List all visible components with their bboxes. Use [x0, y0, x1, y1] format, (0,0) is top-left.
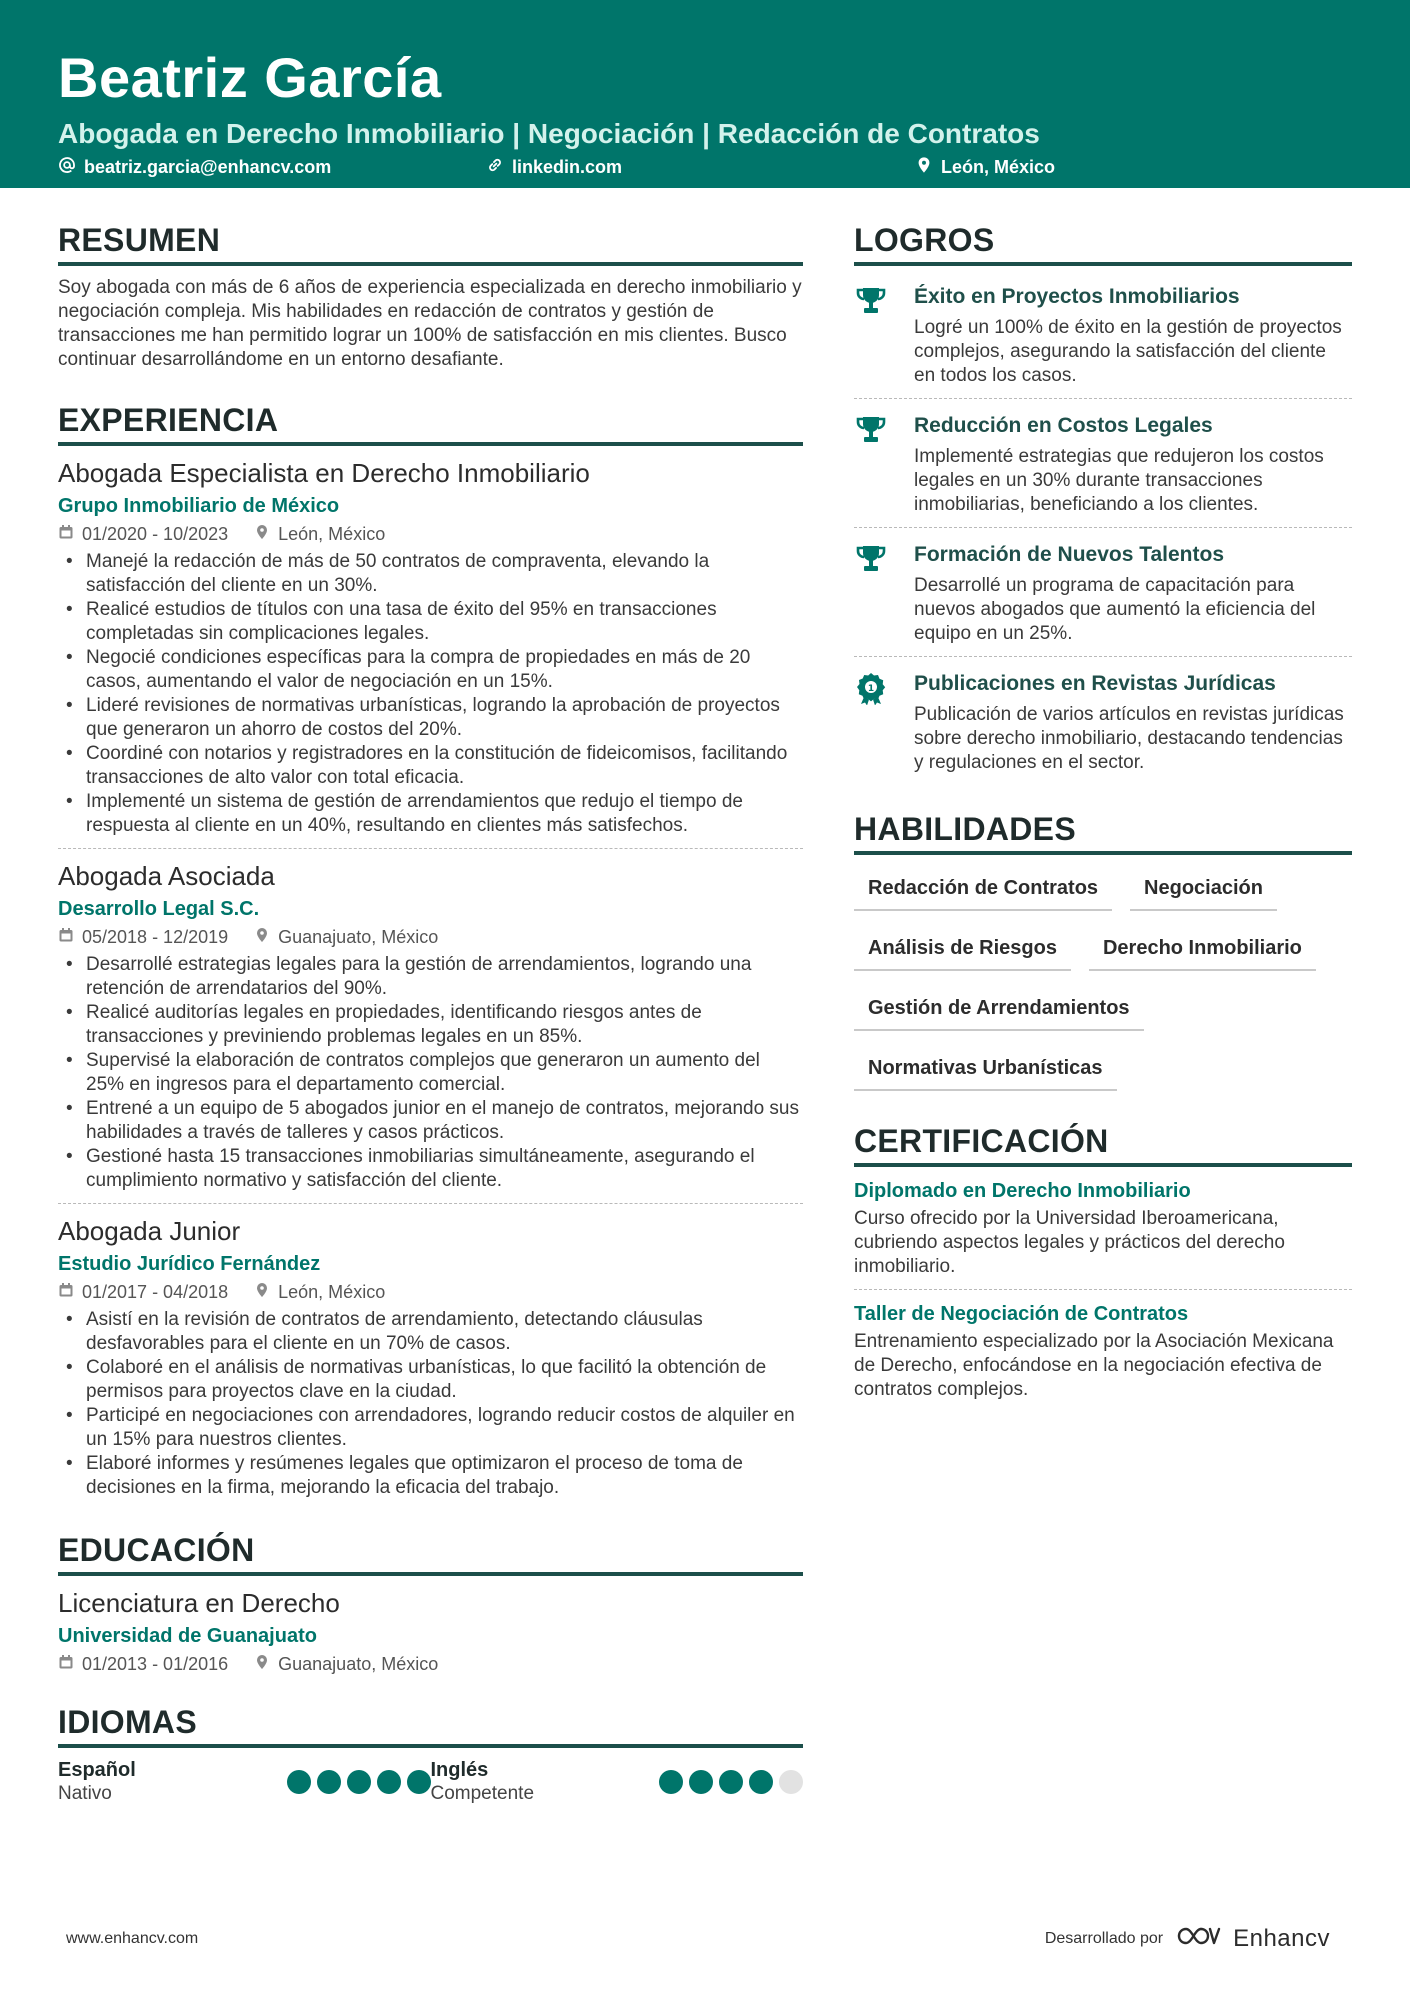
job-dates: 01/2020 - 10/2023 — [82, 524, 229, 544]
summary-heading: RESUMEN — [58, 218, 803, 266]
job-bullets — [58, 550, 803, 838]
job-bullet: • Asistí en la revisión de contratos de arrendamiento, detectando cláusulas desfavorables para el cliente en un 70% de casos. — [58, 1308, 803, 1356]
skill-tag: Derecho Inmobiliario — [1089, 925, 1316, 971]
achievement-desc: Desarrollé un programa de capacitación para nuevos abogados que aumentó la eficiencia del equipo en un 25%. — [914, 575, 1316, 644]
job-meta — [58, 522, 803, 546]
job-location: Guanajuato, México — [278, 927, 439, 947]
job-bullet: • Negocié condiciones específicas para la compra de propiedades en más de 20 casos, aumentando el valor de negociación en un 15%. — [58, 646, 803, 694]
trophy-icon — [854, 305, 888, 322]
rating-dot-empty — [779, 1770, 803, 1794]
achievements-heading: LOGROS — [854, 218, 1352, 266]
language-item — [58, 1758, 431, 1806]
job-dates: 01/2017 - 04/2018 — [82, 1282, 229, 1302]
achievement-title: Publicaciones en Revistas Jurídicas — [914, 672, 1276, 695]
achievement-desc: Logré un 100% de éxito en la gestión de proyectos complejos, asegurando la satisfacción del cliente en todos los casos. — [914, 317, 1342, 386]
certifications-heading: CERTIFICACIÓN — [854, 1119, 1352, 1167]
linkedin-text: linkedin.com — [512, 157, 623, 177]
job-bullet: • Coordiné con notarios y registradores en la constitución de fideicomisos, facilitando transacciones de alto valor con total eficacia. — [58, 742, 803, 790]
job-bullet: • Colaboré en el análisis de normativas urbanísticas, lo que facilitó la obtención de permisos para proyectos clave en la ciudad. — [58, 1356, 803, 1404]
skills-list — [854, 865, 1352, 1105]
job-meta — [58, 1280, 803, 1304]
job-bullet: • Entrené a un equipo de 5 abogados junior en el manejo de contratos, mejorando sus habilidades a través de talleres y casos prácticos. — [58, 1097, 803, 1145]
job-entry — [58, 456, 803, 849]
job-entry — [58, 859, 803, 1204]
achievement-title: Formación de Nuevos Talentos — [914, 543, 1225, 566]
rating-dot-filled — [377, 1770, 401, 1794]
achievement-item — [854, 276, 1352, 399]
svg-text:1: 1 — [867, 684, 875, 694]
contact-bar — [58, 156, 1352, 186]
location-pin-icon — [254, 522, 270, 546]
achievement-title: Éxito en Proyectos Inmobiliarios — [914, 285, 1240, 308]
candidate-name: Beatriz García — [58, 46, 442, 109]
job-role: Abogada Asociada — [58, 861, 275, 891]
rating-dot-filled — [317, 1770, 341, 1794]
language-item — [431, 1758, 804, 1806]
job-bullet: • Desarrollé estrategias legales para la gestión de arrendamientos, logrando una retención de arrendatarios del 90%. — [58, 953, 803, 1001]
rating-dot-filled — [689, 1770, 713, 1794]
rating-dot-filled — [407, 1770, 431, 1794]
certification-title: Diplomado en Derecho Inmobiliario — [854, 1180, 1191, 1202]
skill-tag: Negociación — [1130, 865, 1277, 911]
location-pin-icon — [254, 925, 270, 949]
link-icon — [486, 156, 504, 179]
job-bullet: • Participé en negociaciones con arrendadores, logrando reducir costos de alquiler en un 15% para nuestros clientes. — [58, 1404, 803, 1452]
education-location: Guanajuato, México — [278, 1654, 439, 1674]
rating-dot-filled — [287, 1770, 311, 1794]
job-role: Abogada Especialista en Derecho Inmobiliario — [58, 458, 590, 488]
experience-heading: EXPERIENCIA — [58, 398, 803, 446]
skill-tag: Análisis de Riesgos — [854, 925, 1071, 971]
education-degree: Licenciatura en Derecho — [58, 1588, 340, 1618]
job-meta — [58, 925, 803, 949]
certification-desc: Curso ofrecido por la Universidad Iberoamericana, cubriendo aspectos legales y prácticos del derecho inmobiliario. — [854, 1208, 1285, 1277]
footer-branding[interactable] — [1045, 1924, 1330, 1953]
certification-title: Taller de Negociación de Contratos — [854, 1303, 1189, 1325]
education-meta — [58, 1652, 803, 1676]
at-icon — [58, 156, 76, 179]
job-company: Grupo Inmobiliario de México — [58, 495, 340, 517]
location-pin-icon — [254, 1280, 270, 1304]
contact-location — [915, 156, 1055, 179]
education-school: Universidad de Guanajuato — [58, 1625, 317, 1647]
contact-email[interactable] — [58, 156, 331, 179]
skill-tag: Normativas Urbanísticas — [854, 1045, 1117, 1091]
calendar-icon — [58, 522, 74, 546]
powered-by-text: Desarrollado por — [1044, 1929, 1164, 1947]
job-company: Desarrollo Legal S.C. — [58, 898, 260, 920]
job-location: León, México — [278, 524, 386, 544]
achievement-desc: Implementé estrategias que redujeron los costos legales en un 30% durante transacciones inmobiliarias, beneficiando a los clientes. — [914, 446, 1324, 515]
rating-dot-filled — [749, 1770, 773, 1794]
achievement-desc: Publicación de varios artículos en revistas jurídicas sobre derecho inmobiliario, destacando tendencias y regulaciones en el sector. — [914, 704, 1344, 773]
calendar-icon — [58, 1652, 74, 1676]
job-bullets — [58, 1308, 803, 1500]
resume-header — [0, 0, 1410, 188]
brand-name: Enhancv — [1233, 1924, 1330, 1952]
right-column — [854, 218, 1352, 1422]
languages-list — [58, 1758, 803, 1806]
education-heading: EDUCACIÓN — [58, 1528, 803, 1576]
location-pin-icon — [254, 1652, 270, 1676]
medal-icon — [854, 684, 888, 709]
rating-dot-filled — [719, 1770, 743, 1794]
job-company: Estudio Jurídico Fernández — [58, 1253, 321, 1275]
certification-desc: Entrenamiento especializado por la Asociación Mexicana de Derecho, enfocándose en la negociación efectiva de contratos complejos. — [854, 1331, 1334, 1400]
experience-list — [58, 456, 803, 1510]
skill-tag: Gestión de Arrendamientos — [854, 985, 1144, 1031]
job-bullet: • Lideré revisiones de normativas urbanísticas, logrando la aprobación de proyectos que generaron un ahorro de costos del 20%. — [58, 694, 803, 742]
skills-heading: HABILIDADES — [854, 807, 1352, 855]
trophy-icon — [854, 434, 888, 451]
rating-dot-filled — [347, 1770, 371, 1794]
job-bullets — [58, 953, 803, 1193]
job-bullet: • Manejé la redacción de más de 50 contratos de compraventa, elevando la satisfacción del cliente en un 30%. — [58, 550, 803, 598]
job-bullet: • Implementé un sistema de gestión de arrendamientos que redujo el tiempo de respuesta al cliente en un 40%, resultando en clientes más satisfechos. — [58, 790, 803, 838]
language-rating — [287, 1770, 431, 1794]
trophy-icon — [854, 563, 888, 580]
job-bullet: • Supervisé la elaboración de contratos complejos que generaron un aumento del 25% en ingresos para el departamento comercial. — [58, 1049, 803, 1097]
job-bullet: • Realicé auditorías legales en propiedades, identificando riesgos antes de transacciones y previniendo problemas legales en un 85%. — [58, 1001, 803, 1049]
contact-linkedin[interactable] — [486, 156, 622, 179]
location-text: León, México — [941, 157, 1056, 177]
language-level: Nativo — [58, 1783, 112, 1804]
footer-website[interactable]: www.enhancv.com — [66, 1930, 199, 1947]
job-bullet: • Realicé estudios de títulos con una tasa de éxito del 95% en transacciones completadas sin complicaciones legales. — [58, 598, 803, 646]
rating-dot-filled — [659, 1770, 683, 1794]
achievement-item — [854, 663, 1352, 785]
summary-text: Soy abogada con más de 6 años de experiencia especializada en derecho inmobiliario y negociación compleja. Mis habilidades en redacción de contratos y gestión de transacciones me han permitido lograr un 100% de satisfacción en mis clientes. Busco continuar desarrollándome en un entorno desafiante. — [58, 277, 802, 370]
email-text: beatriz.garcia@enhancv.com — [84, 157, 332, 177]
location-pin-icon — [915, 156, 933, 179]
job-dates: 05/2018 - 12/2019 — [82, 927, 229, 947]
achievement-title: Reducción en Costos Legales — [914, 414, 1213, 437]
language-name: Español — [58, 1759, 136, 1781]
achievement-item — [854, 405, 1352, 528]
left-column — [58, 218, 803, 1806]
education-entry — [58, 1586, 803, 1686]
calendar-icon — [58, 925, 74, 949]
candidate-title: Abogada en Derecho Inmobiliario | Negociación | Redacción de Contratos — [58, 118, 1040, 149]
certification-item — [854, 1300, 1352, 1412]
job-location: León, México — [278, 1282, 386, 1302]
achievement-item — [854, 534, 1352, 657]
skill-tag: Redacción de Contratos — [854, 865, 1112, 911]
language-name: Inglés — [430, 1759, 489, 1781]
language-level: Competente — [430, 1783, 535, 1804]
job-bullet: • Gestioné hasta 15 transacciones inmobiliarias simultáneamente, asegurando el cumplimiento normativo y satisfacción del cliente. — [58, 1145, 803, 1193]
languages-heading: IDIOMAS — [58, 1700, 803, 1748]
enhancv-logo-icon — [1175, 1924, 1221, 1953]
certification-item — [854, 1177, 1352, 1290]
language-rating — [659, 1770, 803, 1794]
job-role: Abogada Junior — [58, 1216, 241, 1246]
education-dates: 01/2013 - 01/2016 — [82, 1654, 229, 1674]
job-bullet: • Elaboré informes y resúmenes legales que optimizaron el proceso de toma de decisiones en la firma, mejorando la eficacia del trabajo. — [58, 1452, 803, 1500]
calendar-icon — [58, 1280, 74, 1304]
job-entry — [58, 1214, 803, 1510]
